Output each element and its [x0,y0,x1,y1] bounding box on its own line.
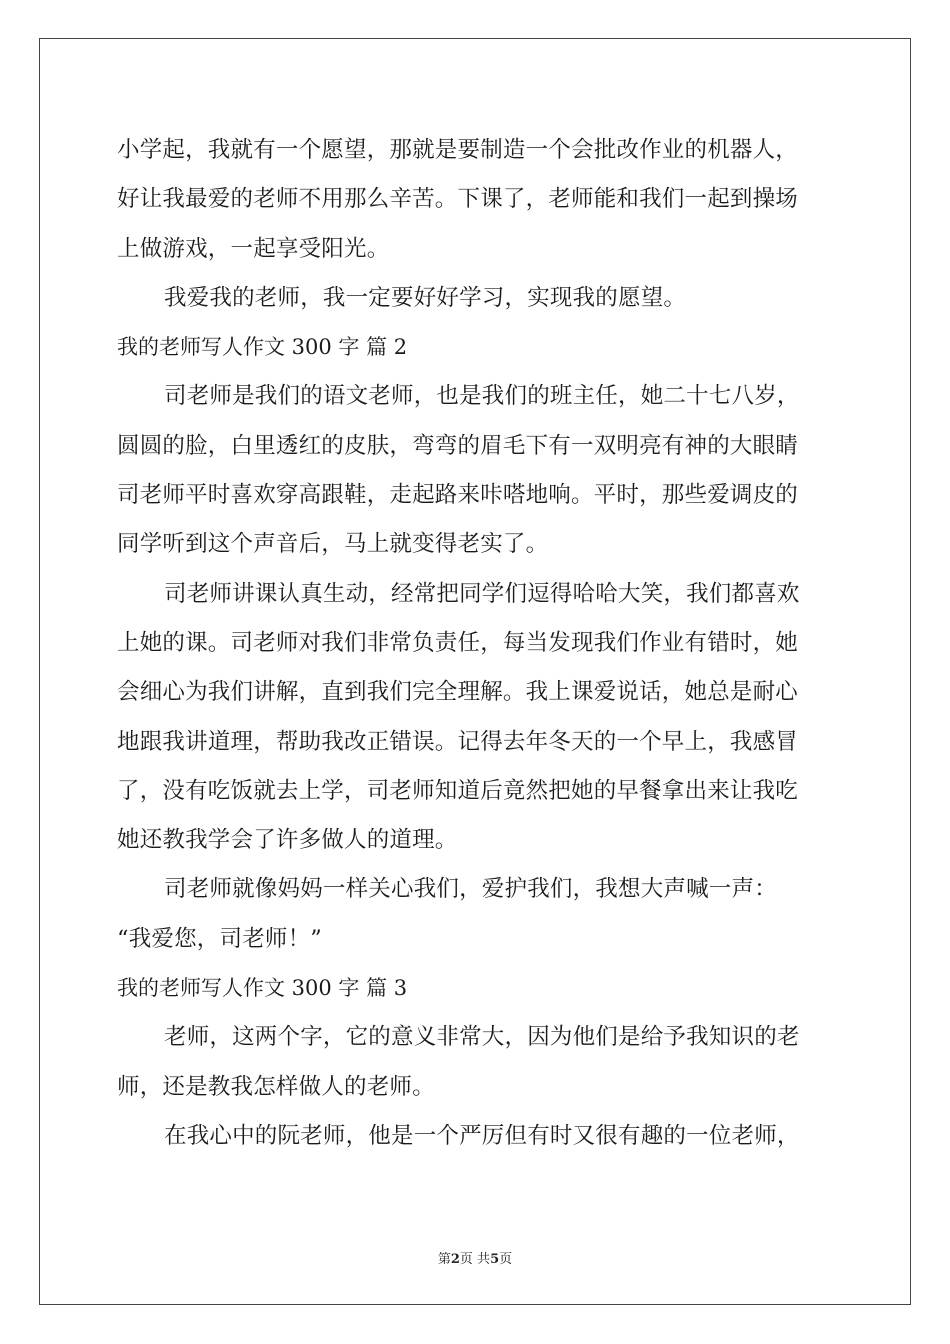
text-line: 老师，这两个字，它的意义非常大，因为他们是给予我知识的老 [164,1024,800,1051]
text-line: 她还教我学会了许多做人的道理。 [117,827,458,854]
text-line: 上她的课。司老师对我们非常负责任，每当发现我们作业有错时，她 [117,629,799,656]
text-line: 在我心中的阮老师，他是一个严厉但有时又很有趣的一位老师， [164,1122,800,1149]
text-line: 师，还是教我怎样做人的老师。 [117,1073,435,1100]
footer-suffix: 页 [499,1252,513,1267]
text-line: 司老师就像妈妈一样关心我们，爱护我们，我想大声喊一声： [164,876,777,903]
text-line: 会细心为我们讲解，直到我们完全理解。我上课爱说话，她总是耐心 [117,679,799,706]
text-line: 我爱我的老师，我一定要好好学习，实现我的愿望。 [164,284,687,311]
text-line: 司老师平时喜欢穿高跟鞋，走起路来咔嗒地响。平时，那些爱调皮的 [117,482,799,509]
text-line: 小学起，我就有一个愿望，那就是要制造一个会批改作业的机器人， [117,137,799,163]
text-line: 圆圆的脸，白里透红的皮肤，弯弯的眉毛下有一双明亮有神的大眼睛 [117,432,799,459]
footer-prefix: 第 [437,1252,451,1267]
text-line: “我爱您，司老师！” [117,925,323,952]
section-heading: 我的老师写人作文 300 字 篇 2 [117,335,408,360]
text-line: 好让我最爱的老师不用那么辛苦。下课了，老师能和我们一起到操场 [117,186,799,213]
text-line: 司老师讲课认真生动，经常把同学们逗得哈哈大笑，我们都喜欢 [164,580,800,607]
text-line: 地跟我讲道理，帮助我改正错误。记得去年冬天的一个早上，我感冒 [117,728,799,755]
text-line: 上做游戏，一起享受阳光。 [117,235,390,262]
total-pages-number: 5 [490,1252,500,1267]
text-line: 了，没有吃饭就去上学，司老师知道后竟然把她的早餐拿出来让我吃 [117,777,799,804]
footer-middle: 页 共 [459,1252,491,1267]
text-line: 司老师是我们的语文老师，也是我们的班主任，她二十七八岁， [164,383,800,410]
section-heading: 我的老师写人作文 300 字 篇 3 [117,976,408,1001]
document-body [117,126,835,1161]
text-line: 同学听到这个声音后，马上就变得老实了。 [117,531,549,558]
page-footer [0,1248,950,1267]
current-page-number: 2 [450,1252,460,1267]
